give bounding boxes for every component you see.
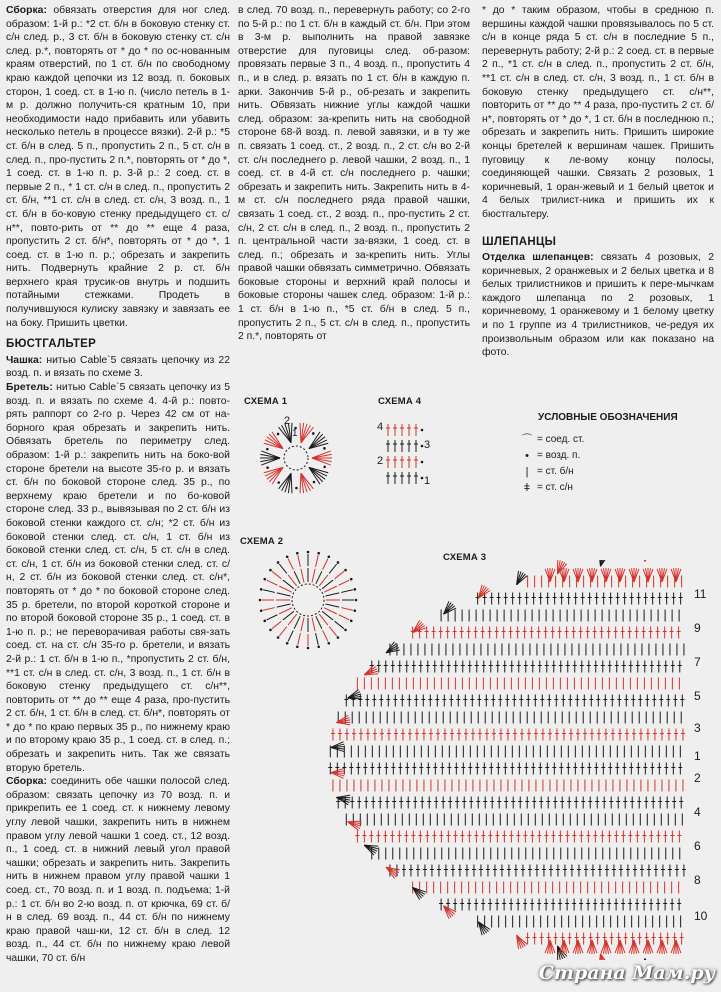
chain-dot bbox=[328, 555, 331, 558]
chain-stitch-icon: • bbox=[525, 450, 529, 462]
stitch-mark bbox=[288, 631, 293, 642]
stitch-mark bbox=[312, 458, 331, 465]
stitch-mark bbox=[288, 575, 297, 586]
scheme-4-diagram bbox=[376, 414, 436, 490]
stitch-mark bbox=[277, 604, 291, 607]
stitch-mark bbox=[279, 627, 286, 636]
chain-dot bbox=[421, 445, 424, 448]
double-crochet-icon: ǂ bbox=[523, 482, 531, 494]
chain-dot bbox=[323, 466, 326, 469]
chain-dot bbox=[307, 551, 310, 554]
stitch-mark bbox=[288, 559, 293, 570]
stitch-mark bbox=[300, 473, 301, 493]
scheme-3-row-label: 9 bbox=[694, 621, 701, 635]
chain-dot bbox=[277, 636, 280, 639]
scheme-1-title: СХЕМА 1 bbox=[244, 396, 288, 407]
cup-paragraph: Чашка: нитью Cable`5 связать цепочку из 22 возд. п. и вязать по схеме 3. bbox=[6, 354, 230, 380]
bra-assembly-paragraph: Сборка: соединить обе чашки полосой след. образом: связать цепочку из 70 возд. п. и прикрепить ее 1 соед. ст. к нижнему левому углу левой чашки, закрепить нить в нижнем правом углу левой чашки 1 соед. ст., 12 возд. п., 1 соед. ст. в нижний левый угол правой чашки; обрезать и закрепить нить. Закрепить нить в нижнем правом углу правой чашки 1 соед. ст., 70 возд. п. и 1 возд. п. подъема; 1-й р.: 1 ст. б/н во 2-ю возд. п. от крючка, 69 ст. б/н в след. 69 возд. п., 44 ст. б/н по нижнему краю правой чаш-ки, 12 ст. б/н в след. 12 возд. п., 44 ст. б/н по нижнему краю левой чашки, 70 ст. б/н bbox=[6, 776, 230, 964]
chain-dot bbox=[323, 447, 326, 450]
scheme-3-row-label: 7 bbox=[694, 655, 701, 669]
chain-dot bbox=[260, 609, 263, 612]
stitch-mark bbox=[645, 958, 652, 960]
legend bbox=[520, 432, 584, 496]
column-2-paragraph: в след. 70 возд. п., перевернуть работу; со 2-го по 5-й р.: по 1 ст. б/н в каждый ст. б/н. При этом в 3-м р. выполнить на правой завязке отверстие для пуговицы след. об-разом: провязать первые 3 п., 4 возд. п., пропустить 4 п., и в след. р. вязать по 1 ст. б/н в каждую п. арки. Закончив 5-й р., об-резать и закрепить нить. Обвязать нижние углы каждой чашки след. образом: за-крепить нить на свободной стороне 68-й возд. п. левой завязки, и в ту же п. связать 1 соед. ст., 2 возд. п., 2 ст. с/н во 2-й ст. с/н последнего р. левой чашки, 2 возд. п., 1 соед. ст. в 4-й ст. с/н последнего р. чашки; обрезать и закрепить нить. Закрепить нить в 4-м ст. с/н последнего ряда правой чашки, связать 1 соед. ст., 2 возд. п., про-пустить 2 ст. с/н, 2 ст. с/н в след. п., 2 возд. п., пропустить 2 п. центральной части за-вязки, 1 соед. ст. в след. п.; обрезать и за-крепить нить. Углы правой чашки обвязать симметрично. Обвязать боковые стороны и верхний край полосы и боковые стороны чашек след. образом: 1-й р.: 1 ст. б/н в 1-ю п., *5 ст. б/н в след. 5 п., пропустить 2 п., 5 ст. с/н в след. п., пропустить 2 п.*, повторять от bbox=[238, 5, 470, 343]
stitch-mark bbox=[288, 614, 297, 625]
legend-title: УСЛОВНЫЕ ОБОЗНАЧЕНИЯ bbox=[538, 412, 678, 423]
stitch-mark bbox=[312, 451, 331, 458]
chain-dot bbox=[286, 555, 289, 558]
stitch-mark bbox=[283, 611, 294, 620]
scheme-2-title: СХЕМА 2 bbox=[240, 536, 284, 547]
chain-dot bbox=[277, 561, 280, 564]
assembly-paragraph: Сборка: обвязать отверстия для ног след. образом: 1-й р.: *2 ст. б/н в боковую стенку ст. с/н след. р., 3 ст. б/н в боковую стенку ст. с/н след. р.*, повторять от * до * по ос-нованным краям отверстий, по 1 ст. б/н по свободному краю каждой цепочки из 12 возд. п. боковых сторон, 1 соед. ст. в 1-ю п. (число петель в 1-м р. должно получить-ся кратным 10, при необходимости надо прибавить или убавить несколько петель в процессе вязки). 2-й р.: *5 ст. б/н в след. 5 п., пропустить 2 п., 5 ст. с/н в след. п., про-пустить 2 п.*, повторять от * до *, 1 соед. ст. в 1-ю п. р. 3-й р.: 2 соед. ст. в первые 2 п., * 1 ст. с/н в след. п., пропустить 2 ст. б/н, **1 ст. с/н в след. ст. с/н, 3 возд. п., 1 ст. б/н в бо-ковую стенку предыдущего ст. с/н**, повто-рить от ** до ** еще 4 раза, пропустить 2 ст. б/н*, повторять от * до *, 1 соед. ст. в 1-ю п. р.; обрезать и закрепить нить. Подвернуть крайние 2 р. ст. б/н верхнего края трусик-ов внутрь и подшить потайными стежками. Продеть в получившуюся кулиску завязку и завязать ее на боку. Пришить цветки. bbox=[6, 5, 230, 329]
stitch-mark bbox=[260, 458, 280, 462]
scheme-1-diagram bbox=[248, 408, 344, 504]
legend-item: ⌒ = соед. ст. bbox=[521, 434, 585, 446]
chain-dot bbox=[286, 642, 289, 645]
stitch-mark bbox=[267, 580, 278, 585]
chain-dot bbox=[277, 433, 280, 436]
stitch-mark bbox=[642, 958, 645, 960]
scheme-3-title: СХЕМА 3 bbox=[443, 552, 487, 563]
scheme-4-title: СХЕМА 4 bbox=[378, 396, 422, 407]
stitch-mark bbox=[599, 954, 601, 960]
text-column-2 bbox=[238, 4, 470, 344]
stitch-mark bbox=[348, 698, 362, 699]
scheme-3-row-label: 4 bbox=[694, 805, 701, 819]
scheme-3-row-label: 2 bbox=[694, 771, 701, 785]
scheme-4-row-label: 2 bbox=[377, 455, 384, 467]
chain-dot bbox=[421, 477, 424, 480]
scheme-3-diagram bbox=[300, 560, 721, 960]
stitch-mark bbox=[261, 451, 280, 458]
legend-item: ǂ = ст. с/н bbox=[520, 480, 584, 496]
scheme-4-row-label: 1 bbox=[424, 475, 431, 487]
chain-dot bbox=[266, 448, 269, 451]
legend-item: | = ст. б/н bbox=[520, 464, 584, 480]
chain-dot bbox=[312, 432, 315, 435]
text-column-1 bbox=[6, 4, 230, 966]
stitch-mark bbox=[300, 423, 301, 443]
stitch-mark bbox=[272, 621, 281, 628]
chain-dot bbox=[269, 569, 272, 572]
stitch-mark bbox=[267, 615, 278, 620]
chain-dot bbox=[295, 487, 298, 490]
chain-dot bbox=[296, 645, 299, 648]
stitch-mark bbox=[263, 608, 275, 611]
chain-dot bbox=[296, 552, 299, 555]
chain-dot bbox=[421, 461, 424, 464]
single-crochet-icon: | bbox=[525, 466, 529, 478]
strap-paragraph: Бретель: нитью Cable`5 связать цепочку из 5 возд. п. и вязать по схеме 4. 4-й р.: повто-рять раппорт со 2-го р. Через 42 см от на-борного края обрезать и закрепить нить. Обвязать бретель по периметру след. образом: 1-й р.: закрепить нить на боко-вой стороне бретели на высоте 35-го р. и вязать ст. б/н по боковой стороне след. 35 р., по верхнему краю бретели и по бо-ковой стороне след. 33 р., вывязывая по 2 ст. б/н из боковой стенки каждого ст. с/н; *2 ст. б/н из боковой стенки след. ст. с/н, 1 ст. б/н из боковой стенки след. ст. с/н, 5 ст. с/н в след. ст. с/н, 1 ст. б/н из боковой стенки след. ст. с/н, 2 ст. б/н из боковой стенки след. ст. с/н*, повторять от * до * по боковой стороне след. 35 р. бретели, по второй короткой стороне и по второй боковой стороне 35 р., 1 соед. ст. в 1-ю п. р.; не переворачивая работы свя-зать соед. ст. на ст. с/н 35-го р. бретели, и вязать 2-й р.: 1 ст. б/н в 1-ю п., *пропустить 2 ст. б/н, **1 ст. с/н в след. ст. с/н, 3 возд. п., 1 ст. б/н в боковую стенку предыдущего ст. с/н**, повторить от ** до ** еще 4 раза, про-пустить 2 ст. б/н, 1 ст. б/н в след. ст. б/н*, повторять от * до * по краю первых 35 р., по нижнему краю и по второму краю 35 р., 1 соед. ст. в след. п.; обрезать и закрепить нить. Так же связать вторую бретель. bbox=[6, 382, 230, 774]
scheme-1-row-label: 1 bbox=[292, 428, 298, 439]
chain-dot bbox=[263, 620, 266, 623]
slippers-heading: ШЛЕПАНЦЫ bbox=[482, 235, 557, 248]
column-3-paragraph: * до * таким образом, чтобы в среднюю п. вершины каждой чашки провязывалось по 5 ст. с/н в конце ряда 5 ст. с/н в последние 5 п., перевернуть работу; 2-й р.: 2 соед. ст. в первые 2 п., *1 ст. с/н в след. п., пропустить 2 ст. б/н, **1 ст. с/н в след. ст. с/н, 3 возд. п., 1 ст. б/н в боковую стенку предыдущего ст. с/н**, повторить от ** до ** 4 раза, про-пустить 2 ст. б/н*, повторять от * до *, 1 ст. б/н в последнюю п.; обрезать и закрепить нить. Пришить широкие концы бретелей к вершинам чашек. Пришить пуговицу к ле-вому концу полосы, соединяющей чашки. Связать 2 розовых, 1 коричневый, 1 оран-жевый и 1 белый цветок и 4 белых трилист-ника и пришить их к бюстгальтеру. bbox=[482, 5, 714, 220]
slippers-trim-paragraph: Отделка шлепанцев: связать 4 розовых, 2 коричневых, 2 оранжевых и 2 белых цветка и 8 белых трилистников и пришить к пере-мычкам каждого шлепанца по 2 розовых, 1 коричневому, 1 оранжевому и 1 белому цветку и по 1 группе из 4 трилистников, че-редуя их произвольным образом или как показано на фото. bbox=[482, 252, 714, 359]
chain-dot bbox=[317, 552, 320, 555]
scheme-3-row-label: 1 bbox=[694, 749, 701, 763]
text-column-3 bbox=[482, 4, 714, 360]
stitch-mark bbox=[279, 564, 286, 573]
stitch-mark bbox=[279, 608, 292, 614]
chain-dot bbox=[269, 629, 272, 632]
scheme-3-row-label: 11 bbox=[694, 587, 707, 601]
stitch-mark bbox=[291, 473, 292, 493]
chain-dot bbox=[263, 578, 266, 581]
stitch-mark bbox=[283, 580, 294, 589]
bra-heading: БЮСТГАЛЬТЕР bbox=[6, 338, 97, 351]
chain-dot bbox=[260, 588, 263, 591]
scheme-3-row-label: 3 bbox=[694, 721, 701, 735]
scheme-4-row-label: 4 bbox=[377, 421, 384, 433]
stitch-mark bbox=[260, 454, 280, 458]
stitch-mark bbox=[279, 586, 292, 592]
scheme-3-row-label: 6 bbox=[694, 839, 701, 853]
chain-dot bbox=[421, 429, 424, 432]
chain-dot bbox=[259, 599, 262, 602]
chain-dot bbox=[266, 466, 269, 469]
chain-dot bbox=[313, 481, 316, 484]
stitch-mark bbox=[312, 458, 332, 462]
chain-dot bbox=[277, 481, 280, 484]
watermark-logo: Страна Мам.ру bbox=[538, 962, 715, 984]
stitch-mark bbox=[263, 590, 275, 593]
stitch-mark bbox=[272, 571, 281, 578]
scheme-1-row-label: 2 bbox=[284, 415, 291, 427]
slip-stitch-icon: ⌒ bbox=[521, 434, 533, 446]
stitch-mark bbox=[277, 593, 291, 596]
scheme-3-row-label: 8 bbox=[694, 873, 701, 887]
stitch-mark bbox=[261, 458, 280, 465]
scheme-3-row-label: 5 bbox=[694, 689, 701, 703]
legend-item: • = возд. п. bbox=[520, 448, 584, 464]
stitch-mark bbox=[312, 454, 332, 458]
stitch-mark bbox=[645, 560, 652, 562]
scheme-4-row-label: 3 bbox=[424, 439, 431, 451]
scheme-3-row-label: 10 bbox=[694, 909, 708, 923]
